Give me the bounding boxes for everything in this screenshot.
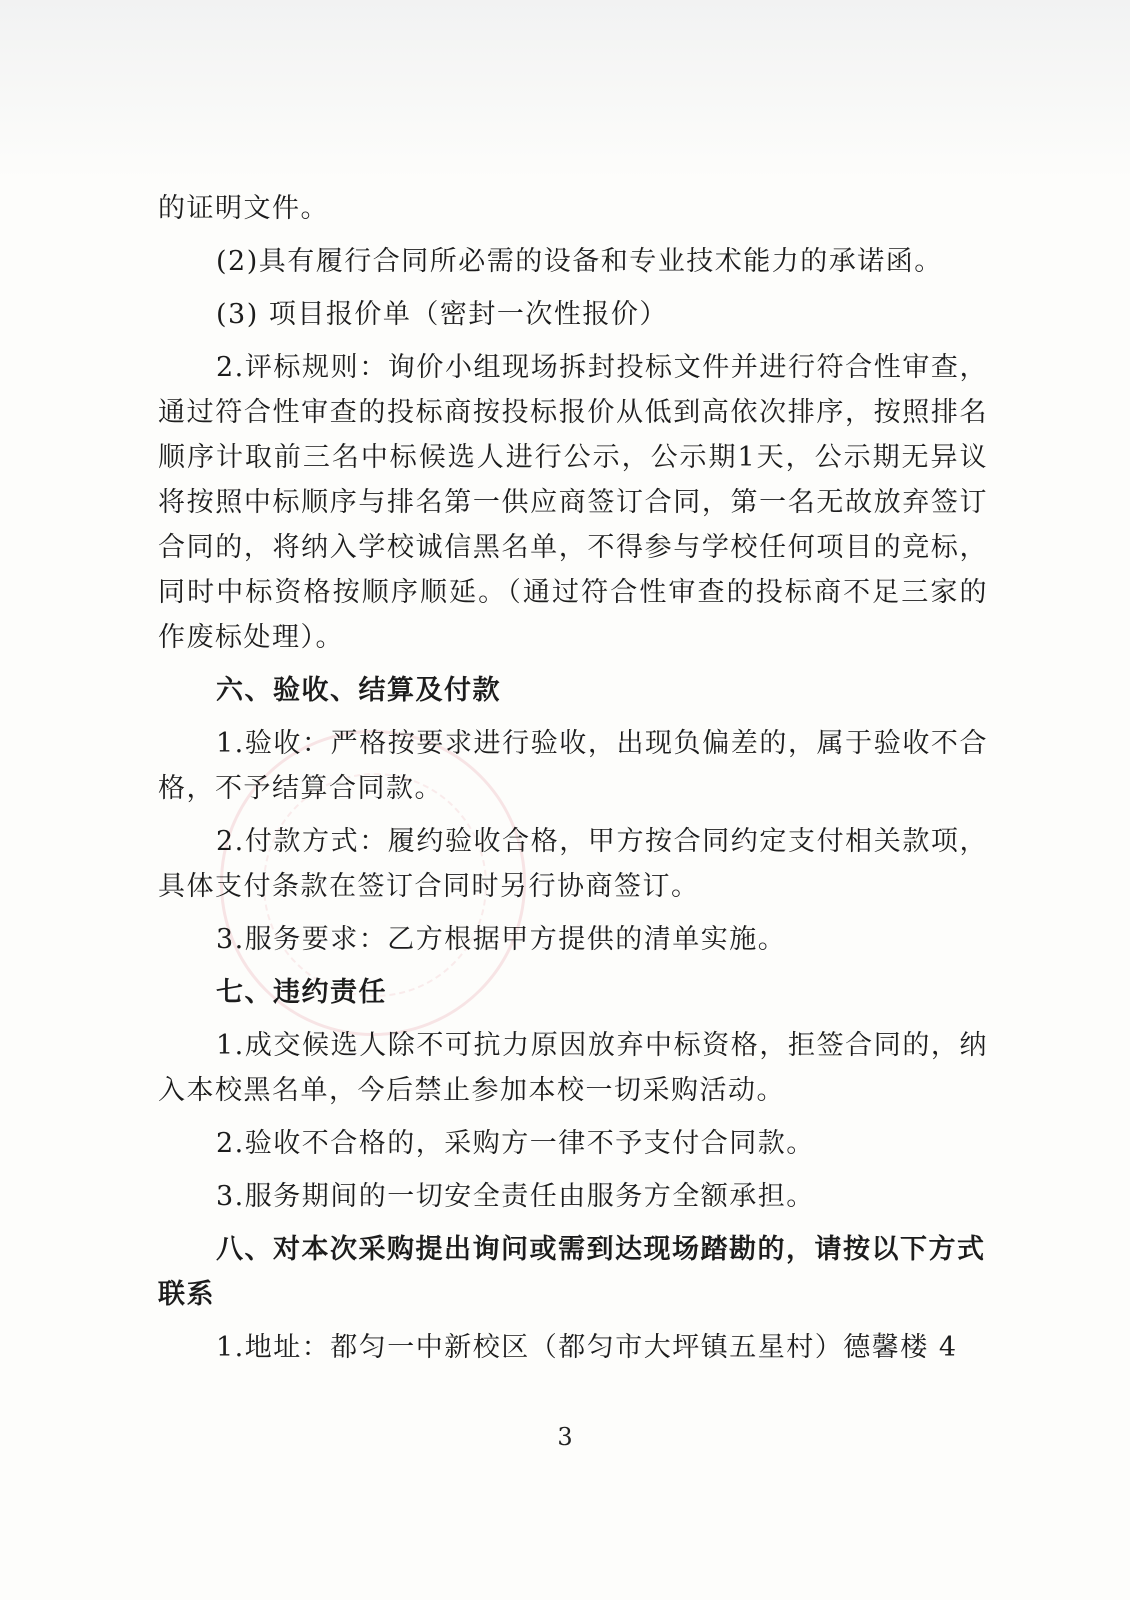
scan-shading [0, 0, 1130, 180]
paragraph-address: 1.地址：都匀一中新校区（都匀市大坪镇五星村）德馨楼 4 [216, 1332, 958, 1363]
paragraph-commitment-letter: (2)具有履行合同所必需的设备和专业技术能力的承诺函。 [216, 246, 943, 277]
paragraph-safety-responsibility: 3.服务期间的一切安全责任由服务方全额承担。 [216, 1181, 815, 1212]
document-body [158, 186, 988, 1378]
paragraph-service-requirements: 3.服务要求：乙方根据甲方提供的清单实施。 [216, 924, 787, 955]
paragraph-quotation-sheet: (3) 项目报价单（密封一次性报价） [216, 299, 668, 330]
section-heading-acceptance: 六、验收、结算及付款 [216, 675, 501, 706]
paragraph-acceptance: 1.验收：严格按要求进行验收，出现负偏差的，属于验收不合格，不予结算合同款。 [158, 728, 988, 804]
paragraph-no-payment: 2.验收不合格的，采购方一律不予支付合同款。 [216, 1128, 815, 1159]
paragraph-blacklist: 1.成交候选人除不可抗力原因放弃中标资格，拒签合同的，纳入本校黑名单，今后禁止参加本校一切采购活动。 [158, 1030, 988, 1106]
paragraph-proof-documents: 的证明文件。 [158, 193, 329, 224]
section-heading-liability: 七、违约责任 [216, 977, 387, 1008]
page-number: 3 [557, 1423, 573, 1451]
paragraph-evaluation-rules: 2.评标规则：询价小组现场拆封投标文件并进行符合性审查，通过符合性审查的投标商按投标报价从低到高依次排序，按照排名顺序计取前三名中标候选人进行公示，公示期1天，公示期无异议将按照中标顺序与排名第一供应商签订合同，第一名无故放弃签订合同的，将纳入学校诚信黑名单，不得参与学校任何项目的竞标，同时中标资格按顺序顺延。（通过符合性审查的投标商不足三家的作废标处理）。 [158, 352, 988, 653]
section-heading-contact: 八、对本次采购提出询问或需到达现场踏勘的，请按以下方式联系 [158, 1234, 986, 1310]
paragraph-payment-method: 2.付款方式：履约验收合格，甲方按合同约定支付相关款项，具体支付条款在签订合同时另行协商签订。 [158, 826, 988, 902]
